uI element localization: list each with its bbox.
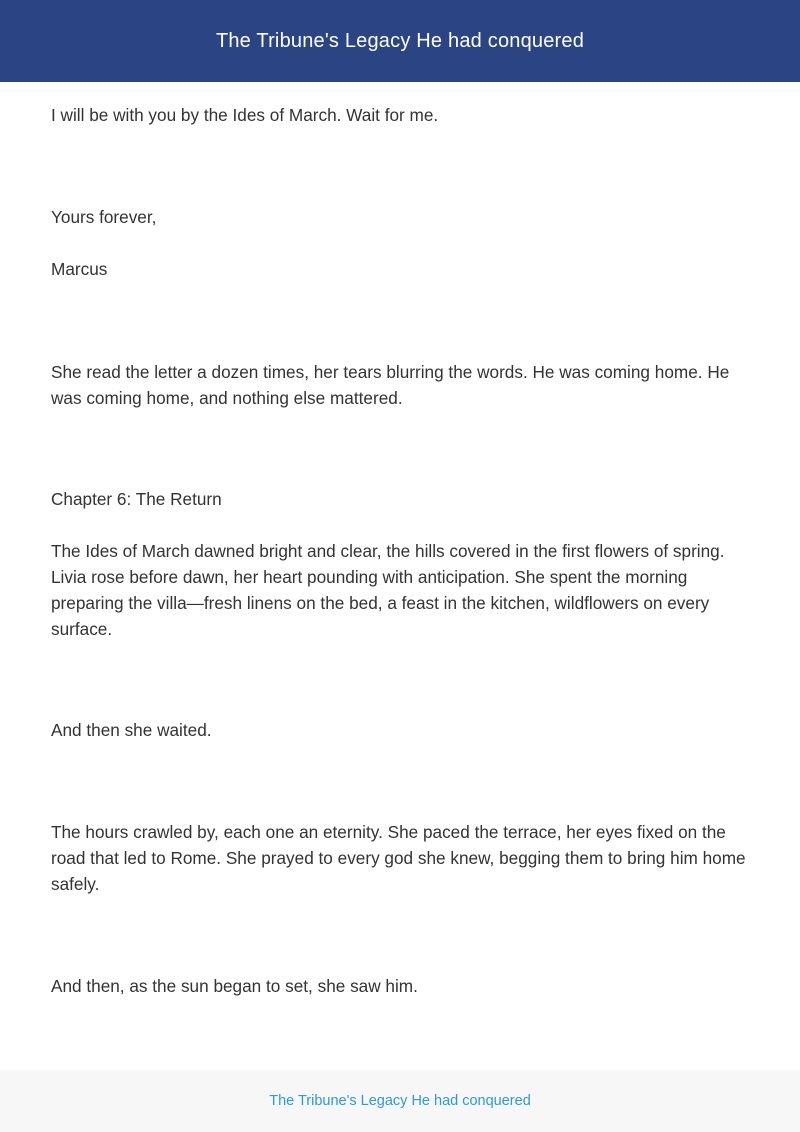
reading-content — [0, 82, 800, 1070]
footer-title-link[interactable]: The Tribune's Legacy He had conquered — [269, 1093, 531, 1109]
paragraph-saw-him: And then, as the sun began to set, she saw him. — [51, 976, 418, 996]
page-header — [0, 0, 800, 82]
paragraph-ides-of-march: The Ides of March dawned bright and clear, the hills covered in the first flowers of spring. Livia rose before dawn, her heart pounding with anticipation. She spent the morning preparing the villa—fresh linens on the bed, a feast in the kitchen, wildflowers on every surface. — [51, 541, 725, 639]
paragraph-she-waited: And then she waited. — [51, 720, 212, 740]
paragraph-closing: Yours forever, — [51, 207, 157, 227]
paragraph-read-letter: She read the letter a dozen times, her tears blurring the words. He was coming home. He was coming home, and nothing else mattered. — [51, 362, 730, 408]
book-title: The Tribune's Legacy He had conquered — [215, 29, 585, 52]
paragraph-hours-crawled: The hours crawled by, each one an eternity. She paced the terrace, her eyes fixed on the road that led to Rome. She prayed to every god she knew, begging them to bring him home safely. — [51, 822, 746, 894]
chapter-heading: Chapter 6: The Return — [51, 489, 222, 509]
paragraph-signature: Marcus — [51, 259, 108, 279]
paragraph-letter-line: I will be with you by the Ides of March. Wait for me. — [51, 105, 439, 125]
page-footer — [0, 1070, 800, 1132]
